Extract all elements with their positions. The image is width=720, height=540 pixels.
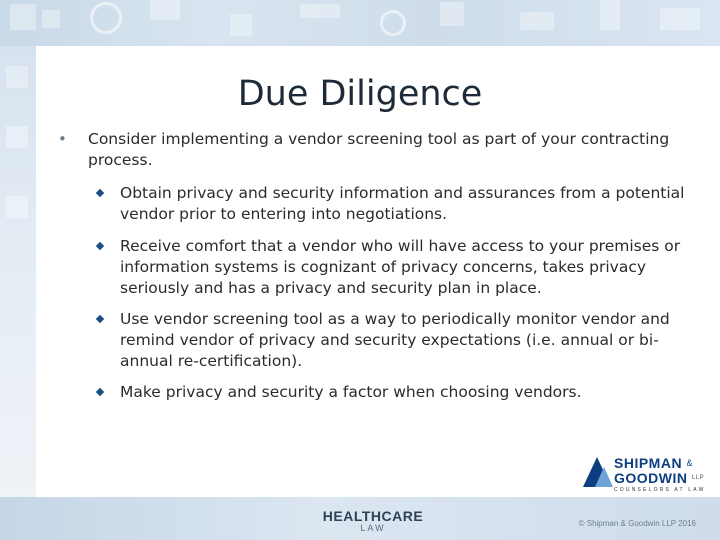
shipman-goodwin-logo: [583, 455, 713, 497]
header-decorative-band: [0, 0, 720, 46]
bullet-dot: •: [58, 130, 67, 148]
left-decorative-rail: [0, 46, 36, 540]
practice-sublabel: LAW: [360, 523, 386, 533]
logo-line2: GOODWIN $^{LLP}$: [614, 470, 705, 486]
copyright-text: © Shipman & Goodwin LLP 2016: [578, 519, 696, 528]
sub-bullet-text: Make privacy and security a factor when choosing vendors.: [120, 383, 582, 401]
practice-label: HEALTHCARE: [322, 508, 424, 524]
logo-line1: SHIPMAN &: [614, 455, 693, 471]
sub-bullet-text: Use vendor screening tool as a way to periodically monitor vendor and remind vendor of privacy and security expectations (i.e. annual or bi-annual re-certification).: [120, 310, 670, 370]
logo-tagline: COUNSELORS AT LAW: [614, 487, 706, 493]
logo-mountain-accent-icon: [595, 467, 613, 487]
sub-bullet-text: Obtain privacy and security information and assurances from a potential vendor prior to entering into negotiations.: [120, 184, 685, 223]
main-bullet-text: Consider implementing a vendor screening tool as part of your contracting process.: [88, 130, 670, 169]
slide-title: Due Diligence: [237, 74, 483, 114]
sub-bullet-text: Receive comfort that a vendor who will have access to your premises or information systems is cognizant of privacy concerns, takes privacy seriously and has a privacy and security plan in place.: [120, 237, 681, 297]
